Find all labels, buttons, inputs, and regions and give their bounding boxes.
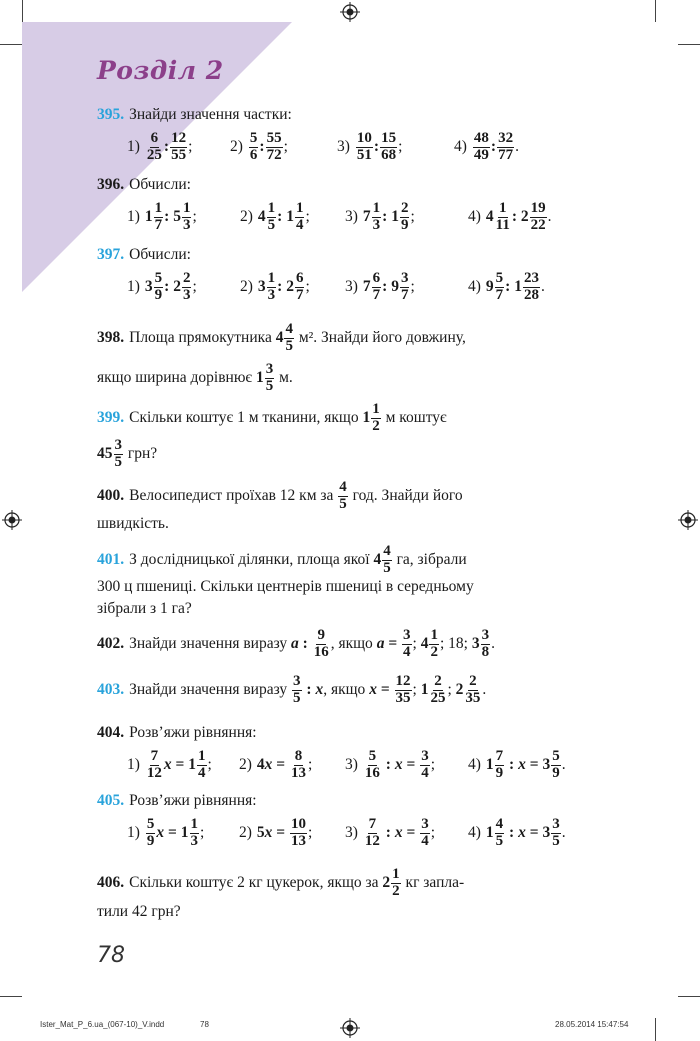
registration-mark-icon: [678, 510, 698, 530]
crop-line: [678, 996, 700, 997]
problem-text: Знайди значення частки:: [129, 106, 292, 123]
problem-number: 404.: [97, 724, 125, 741]
problem-401-line1: 401. З дослідницької ділянки, площа якої 4 $\frac{4}{5}$ га, зібрали: [97, 542, 467, 576]
crop-line: [678, 44, 700, 45]
problem-number: 406.: [97, 874, 125, 891]
problem-number: 401.: [97, 551, 125, 568]
problem-text: Скільки коштує 1 м тканини, якщо: [129, 409, 359, 426]
problem-text: 300 ц пшениці. Скільки центнерів пшениці в середньому: [97, 578, 474, 595]
problem-398-line1: 398. Площа прямокутника 4 $\frac{4}{5}$ м². Знайди його довжину,: [97, 320, 466, 354]
problem-number: 396.: [97, 176, 125, 193]
problem-400-line1: 400. Велосипедист проїхав 12 км за $\frac{4}{5}$ год. Знайди його: [97, 478, 463, 512]
footer-filename: Ister_Mat_P_6.ua_(067-10)_V.indd: [40, 1020, 165, 1029]
problem-text: Велосипедист проїхав 12 км за: [129, 487, 334, 504]
problem-text: швидкість.: [97, 515, 169, 532]
crop-line: [0, 44, 22, 45]
problem-number: 398.: [97, 329, 125, 346]
problem-text: Площа прямокутника: [129, 329, 272, 346]
problem-text: Знайди значення виразу: [129, 681, 288, 698]
problem-text: Розв’яжи рівняння:: [129, 792, 257, 809]
page-number: 78: [97, 943, 125, 968]
problem-text: год. Знайди його: [352, 487, 463, 504]
registration-mark-icon: [2, 510, 22, 530]
problem-text: Розв’яжи рівняння:: [129, 724, 257, 741]
problem-number: 405.: [97, 792, 125, 809]
problem-text: м². Знайди його довжину,: [298, 329, 466, 346]
problem-text: м коштує: [385, 409, 447, 426]
problem-text: Обчисли:: [129, 246, 191, 263]
problem-406-line1: 406. Скільки коштує 2 кг цукерок, якщо за 2 $\frac{1}{2}$ кг запла-: [97, 865, 465, 899]
problem-text: Знайди значення виразу: [129, 635, 288, 652]
problem-398-line2: якщо ширина дорівнює 1 $\frac{3}{5}$ м.: [97, 360, 293, 394]
problem-text: зібрали з 1 га?: [97, 600, 192, 617]
problem-text: Скільки коштує 2 кг цукерок, якщо за: [129, 874, 379, 891]
problem-number: 395.: [97, 106, 125, 123]
problem-text: З дослідницької ділянки, площа якої: [129, 551, 370, 568]
problem-number: 402.: [97, 635, 125, 652]
problem-number: 399.: [97, 409, 125, 426]
problem-399-line2: 45 $\frac{3}{5}$ грн?: [97, 436, 158, 470]
crop-line: [655, 1018, 656, 1041]
problem-text: якщо ширина дорівнює: [97, 369, 253, 386]
registration-mark-icon: [340, 1018, 360, 1038]
crop-line: [655, 0, 656, 22]
section-title: Розділ 2: [97, 56, 224, 85]
problem-406-line2: [97, 898, 181, 926]
problem-402: 402. Знайди значення виразу a : $\frac{9}{16}$ , якщо a = $\frac{3}{4}$ ; 4 $\frac{1}{2}$ ; 18; 3 $\frac{3}{8}$ .: [97, 626, 495, 660]
crop-line: [22, 0, 23, 22]
problem-400-line2: [97, 510, 169, 538]
problem-text: кг запла-: [405, 874, 465, 891]
problem-number: 403.: [97, 681, 125, 698]
problem-number: 400.: [97, 487, 125, 504]
problem-text: грн?: [127, 445, 158, 462]
registration-mark-icon: [340, 2, 360, 22]
problem-text: , якщо: [330, 635, 373, 652]
footer-date: 28.05.2014 15:47:54: [555, 1020, 629, 1029]
crop-line: [0, 996, 22, 997]
problem-text: тили 42 грн?: [97, 903, 181, 920]
problem-401-line3: [97, 596, 192, 622]
footer-page: 78: [200, 1020, 209, 1029]
problem-399-line1: 399. Скільки коштує 1 м тканини, якщо 1 $\frac{1}{2}$ м коштує: [97, 400, 447, 434]
problem-text: Обчисли:: [129, 176, 191, 193]
problem-text: м.: [279, 369, 293, 386]
problem-text: , якщо: [323, 681, 366, 698]
problem-403: 403. Знайди значення виразу $\frac{3}{5}$ : x , якщо x = $\frac{12}{35}$ ; 1 $\frac{2}{25}$ ; 2 $\frac{2}{35}$ .: [97, 672, 487, 706]
problem-number: 397.: [97, 246, 125, 263]
problem-text: га, зібрали: [396, 551, 467, 568]
